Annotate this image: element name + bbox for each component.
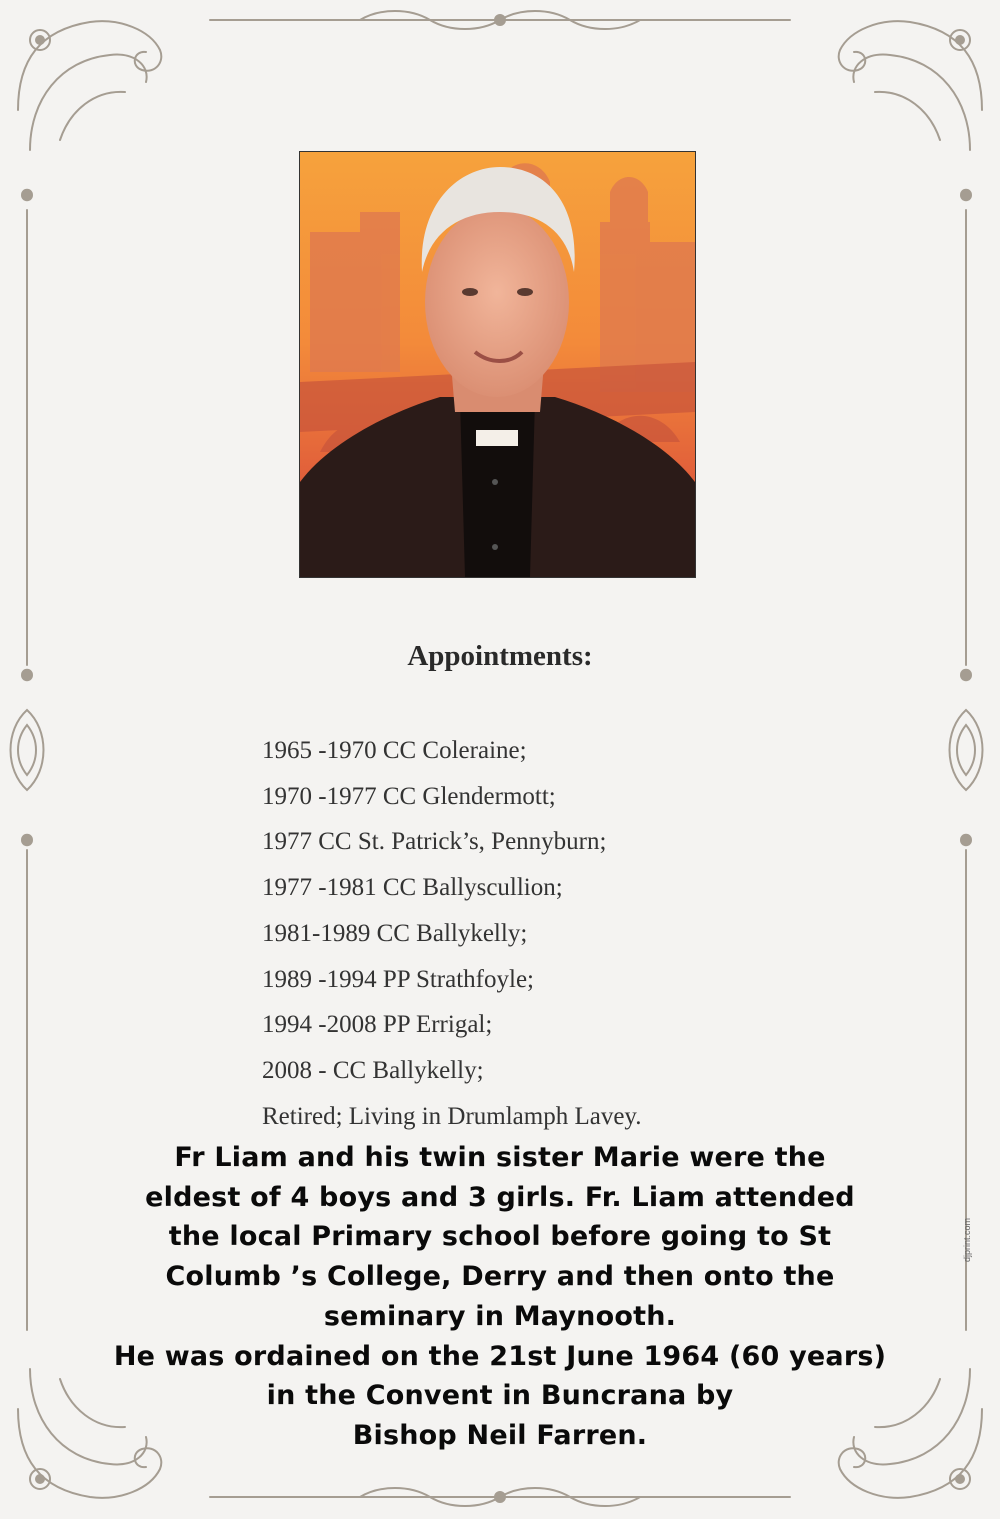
- left-side-rule: [11, 190, 44, 1330]
- bio-line: Columb ’s College, Derry and then onto the: [165, 1261, 835, 1293]
- corner-ornament-top-left: [18, 21, 161, 150]
- bio-line: Bishop Neil Farren.: [352, 1419, 648, 1451]
- bio-line: eldest of 4 boys and 3 girls. Fr. Liam attended: [145, 1181, 855, 1213]
- portrait-illustration: [300, 152, 695, 577]
- printer-imprint: djprint.com: [962, 1217, 972, 1262]
- bio-line: in the Convent in Buncrana by: [266, 1380, 734, 1412]
- appointments-heading: Appointments:: [407, 640, 593, 672]
- list-item: 1994 -2008 PP Errigal;: [262, 1011, 493, 1039]
- bio-line: Fr Liam and his twin sister Marie were the: [174, 1142, 826, 1173]
- list-item: 1977 -1981 CC Ballyscullion;: [262, 874, 563, 902]
- appointments-list: [262, 728, 642, 1139]
- list-item: Retired; Living in Drumlamph Lavey.: [262, 1102, 642, 1130]
- corner-ornament-top-right: [839, 21, 982, 150]
- list-item: 1977 CC St. Patrick’s, Pennyburn;: [262, 828, 607, 856]
- list-item: 2008 - CC Ballykelly;: [262, 1056, 484, 1084]
- bio-line: seminary in Maynooth.: [323, 1300, 677, 1332]
- list-item: 1965 -1970 CC Coleraine;: [262, 737, 527, 764]
- right-side-rule: [950, 190, 983, 1330]
- list-item: 1981-1989 CC Ballykelly;: [262, 919, 528, 947]
- portrait-photo: [299, 151, 696, 578]
- biography-text: [80, 1138, 920, 1456]
- bio-line: He was ordained on the 21st June 1964 (60 years): [113, 1340, 887, 1372]
- list-item: 1989 -1994 PP Strathfoyle;: [262, 965, 534, 993]
- bio-line: the local Primary school before going to St: [168, 1221, 832, 1253]
- list-item: 1970 -1977 CC Glendermott;: [262, 782, 556, 810]
